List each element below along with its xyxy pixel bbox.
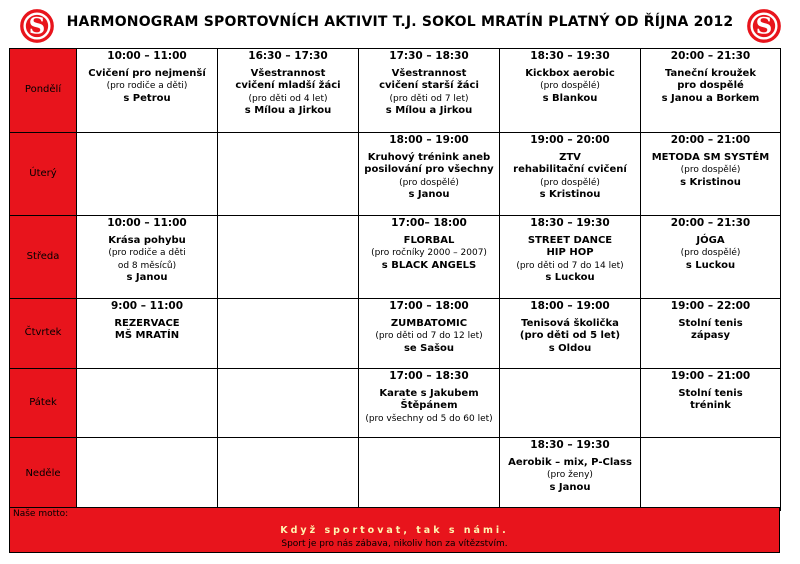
activity-name: rehabilitační cvičení — [513, 164, 627, 175]
svg-text:S: S — [28, 13, 46, 40]
page-title: HARMONOGRAM SPORTOVNÍCH AKTIVIT T.J. SOKOL MRATÍN PLATNÝ OD ŘÍJNA 2012 — [66, 14, 734, 30]
activity-name: trénink — [690, 400, 731, 411]
activity-cell — [359, 133, 500, 216]
activity-name: Krása pohybu — [108, 234, 186, 246]
svg-text:S: S — [755, 13, 773, 40]
activity-leader: s Mílou a Jirkou — [244, 105, 332, 116]
schedule-row — [10, 299, 781, 369]
day-label: Pátek — [10, 369, 77, 438]
activity-time: 10:00 – 11:00 — [107, 217, 187, 229]
motto-label: Naše motto: — [13, 509, 69, 519]
schedule-row — [10, 133, 781, 216]
activity-cell — [77, 133, 218, 216]
activity-cell — [641, 369, 781, 438]
motto-text: Když sportovat, tak s námi. — [280, 525, 509, 536]
activity-name: Stolní tenis — [678, 387, 743, 399]
activity-name: FLORBAL — [403, 234, 455, 246]
activity-audience: (pro dospělé) — [399, 177, 459, 188]
activity-name: ZTV — [559, 151, 581, 163]
activity-time: 17:00 – 18:00 — [389, 300, 469, 312]
activity-cell — [641, 133, 781, 216]
activity-time: 20:00 – 21:30 — [670, 217, 751, 229]
activity-name: (pro děti od 5 let) — [519, 330, 621, 341]
activity-name: pro dospělé — [677, 80, 744, 91]
activity-time: 19:00 – 22:00 — [670, 300, 751, 312]
activity-cell — [500, 438, 641, 511]
activity-name: Stolní tenis — [678, 317, 743, 329]
activity-name: cvičení mladší žáci — [235, 80, 341, 91]
activity-name: Aerobik – mix, P-Class — [508, 456, 632, 468]
motto-footer — [9, 507, 780, 553]
activity-cell — [359, 216, 500, 299]
activity-audience: od 8 měsíců) — [117, 260, 177, 271]
activity-cell — [500, 299, 641, 369]
activity-name: Štěpánem — [400, 400, 458, 411]
activity-audience: (pro dospělé) — [680, 165, 741, 175]
activity-leader: s Janou a Borkem — [661, 92, 760, 104]
activity-audience: (pro děti od 7 do 14 let) — [516, 260, 624, 271]
activity-time: 17:00– 18:00 — [391, 217, 467, 229]
activity-audience: (pro děti od 4 let) — [248, 93, 328, 104]
activity-cell — [500, 49, 641, 133]
activity-name: Kruhový trénink aneb — [367, 151, 491, 163]
day-label: Úterý — [10, 133, 77, 216]
activity-cell — [218, 299, 359, 369]
schedule-row — [10, 369, 781, 438]
schedule-row — [10, 49, 781, 133]
activity-leader: s Janou — [126, 272, 168, 283]
schedule-table — [9, 48, 781, 511]
schedule-row — [10, 216, 781, 299]
activity-audience: (pro všechny od 5 do 60 let) — [365, 413, 493, 424]
activity-cell — [500, 216, 641, 299]
day-label: Čtvrtek — [10, 299, 77, 369]
activity-cell — [218, 438, 359, 511]
activity-cell — [641, 49, 781, 133]
header — [0, 0, 800, 48]
activity-leader: s Kristinou — [680, 176, 741, 188]
activity-cell — [359, 299, 500, 369]
activity-audience: (pro děti od 7 do 12 let) — [375, 331, 483, 341]
activity-cell — [77, 216, 218, 299]
activity-audience: (pro dospělé) — [540, 177, 600, 188]
activity-name: JÓGA — [696, 234, 725, 246]
activity-leader: s Mílou a Jirkou — [385, 105, 473, 116]
activity-leader: s Janou — [549, 481, 591, 493]
activity-audience: (pro dospělé) — [540, 81, 600, 91]
activity-cell — [641, 438, 781, 511]
activity-time: 19:00 – 20:00 — [530, 134, 610, 146]
activity-time: 20:00 – 21:30 — [670, 50, 751, 62]
activity-name: posilování pro všechny — [364, 164, 494, 175]
activity-name: MŠ MRATÍN — [114, 330, 180, 341]
activity-leader: s Luckou — [685, 259, 736, 271]
activity-leader: s Kristinou — [539, 189, 601, 200]
activity-cell — [77, 369, 218, 438]
activity-leader: s Blankou — [542, 92, 598, 104]
activity-name: ZUMBATOMIC — [390, 317, 468, 329]
activity-time: 16:30 – 17:30 — [248, 50, 328, 62]
day-label: Neděle — [10, 438, 77, 511]
activity-cell — [77, 49, 218, 133]
activity-name: Taneční kroužek — [665, 67, 756, 79]
activity-name: Kickbox aerobic — [525, 67, 615, 79]
activity-cell — [641, 216, 781, 299]
activity-audience: (pro ročníky 2000 – 2007) — [371, 248, 487, 258]
activity-name: REZERVACE — [114, 317, 180, 329]
activity-audience: (pro rodiče a děti — [108, 248, 186, 258]
activity-cell — [77, 438, 218, 511]
activity-name: STREET DANCE — [527, 234, 613, 246]
activity-audience: (pro dospělé) — [680, 248, 741, 258]
activity-name: HIP HOP — [546, 247, 594, 258]
activity-time: 10:00 – 11:00 — [107, 50, 187, 62]
activity-time: 18:30 – 19:30 — [530, 217, 610, 229]
activity-time: 18:30 – 19:30 — [530, 50, 610, 62]
activity-cell — [218, 216, 359, 299]
activity-leader: s Janou — [408, 189, 450, 200]
activity-time: 9:00 – 11:00 — [110, 300, 184, 312]
activity-time: 19:00 – 21:00 — [670, 370, 751, 382]
activity-cell — [218, 133, 359, 216]
activity-time: 18:30 – 19:30 — [530, 439, 610, 451]
activity-time: 20:00 – 21:00 — [670, 134, 751, 146]
activity-cell — [359, 438, 500, 511]
motto-subtext: Sport je pro nás zábava, nikoliv hon za vítězstvím. — [281, 539, 508, 549]
activity-leader: s BLACK ANGELS — [381, 259, 477, 271]
activity-audience: (pro ženy) — [547, 470, 593, 480]
activity-leader: se Sašou — [403, 342, 455, 354]
activity-cell — [77, 299, 218, 369]
activity-cell — [500, 369, 641, 438]
sokol-logo-icon — [745, 7, 783, 45]
activity-name: Cvičení pro nejmenší — [88, 67, 206, 79]
activity-audience: (pro rodiče a děti) — [106, 81, 188, 91]
activity-leader: s Oldou — [548, 342, 592, 354]
activity-leader: s Petrou — [123, 92, 171, 104]
schedule-row — [10, 438, 781, 511]
activity-time: 18:00 – 19:00 — [389, 134, 469, 146]
activity-cell — [218, 369, 359, 438]
activity-name: METODA SM SYSTÉM — [651, 151, 770, 163]
activity-time: 17:30 – 18:30 — [389, 50, 469, 62]
activity-leader: s Luckou — [545, 272, 595, 283]
activity-cell — [218, 49, 359, 133]
activity-cell — [359, 49, 500, 133]
day-label: Středa — [10, 216, 77, 299]
activity-time: 17:00 – 18:30 — [389, 370, 469, 382]
activity-name: cvičení starší žáci — [379, 80, 479, 91]
activity-name: Karate s Jakubem — [379, 387, 479, 399]
activity-name: Tenisová školička — [521, 317, 619, 329]
activity-name: Všestrannost — [250, 67, 326, 79]
activity-cell — [359, 369, 500, 438]
activity-audience: (pro děti od 7 let) — [389, 93, 469, 104]
activity-cell — [641, 299, 781, 369]
activity-cell — [500, 133, 641, 216]
activity-name: zápasy — [691, 330, 730, 341]
activity-time: 18:00 – 19:00 — [530, 300, 610, 312]
activity-name: Všestrannost — [391, 67, 467, 79]
day-label: Pondělí — [10, 49, 77, 133]
sokol-logo-icon — [18, 7, 56, 45]
